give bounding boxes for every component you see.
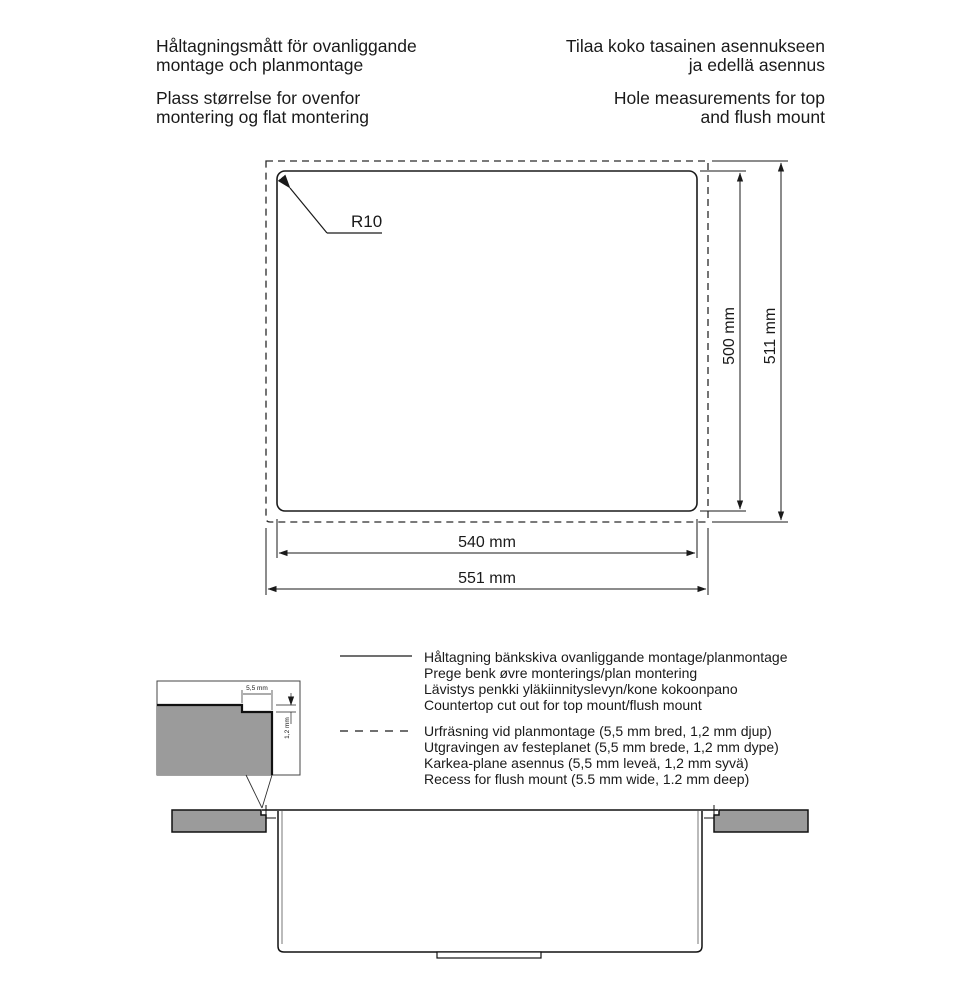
radius-leader bbox=[290, 188, 327, 233]
detail-countertop-section bbox=[157, 705, 272, 775]
top-view bbox=[266, 161, 788, 595]
legend-solid-text-2: Prege benk øvre monterings/plan montering bbox=[424, 665, 698, 681]
legend-dashed-text-3: Karkea-plane asennus (5,5 mm leveä, 1,2 mm syvä) bbox=[424, 755, 749, 771]
detail-depth-label: 1,2 mm bbox=[284, 717, 291, 739]
detail-width-label: 5,5 mm bbox=[246, 685, 268, 692]
legend-dashed-text-4: Recess for flush mount (5.5 mm wide, 1.2 mm deep) bbox=[424, 771, 750, 787]
radius-label: R10 bbox=[351, 212, 383, 231]
left-countertop bbox=[172, 810, 266, 832]
legend-solid-text-1: Håltagning bänkskiva ovanliggande montage/planmontage bbox=[424, 649, 788, 665]
outer-width-label: 551 mm bbox=[458, 570, 516, 587]
legend bbox=[340, 649, 788, 787]
header-swedish-line-1: Håltagningsmått för ovanliggande bbox=[156, 36, 417, 56]
header-swedish-line-2: montage och planmontage bbox=[156, 55, 364, 75]
header-finnish-line-1: Tilaa koko tasainen asennukseen bbox=[565, 36, 825, 56]
legend-solid-text-3: Lävistys penkki yläkiinnityslevyn/kone kokoonpano bbox=[424, 681, 738, 697]
recess-detail-inset bbox=[157, 681, 300, 775]
header-english-line-1: Hole measurements for top bbox=[613, 88, 825, 108]
right-countertop bbox=[714, 810, 808, 832]
legend-dashed-text-1: Urfräsning vid planmontage (5,5 mm bred, 1,2 mm djup) bbox=[424, 723, 772, 739]
cutout-outline bbox=[277, 171, 697, 511]
drain bbox=[437, 952, 541, 958]
header-norwegian-line-1: Plass størrelse for ovenfor bbox=[156, 88, 361, 108]
outer-height-label: 511 mm bbox=[762, 307, 779, 365]
legend-dashed-text-2: Utgravingen av festeplanet (5,5 mm brede, 1,2 mm dype) bbox=[424, 739, 779, 755]
inner-height-label: 500 mm bbox=[721, 307, 738, 365]
header-english-line-2: and flush mount bbox=[700, 107, 825, 127]
legend-solid-text-4: Countertop cut out for top mount/flush mount bbox=[424, 697, 702, 713]
inner-width-label: 540 mm bbox=[458, 534, 516, 551]
header-finnish-line-2: ja edellä asennus bbox=[688, 55, 825, 75]
sink-bowl bbox=[278, 811, 702, 952]
header-norwegian-line-2: montering og flat montering bbox=[156, 107, 370, 127]
recess-outline-dashed bbox=[266, 161, 708, 522]
section-view bbox=[172, 805, 808, 958]
